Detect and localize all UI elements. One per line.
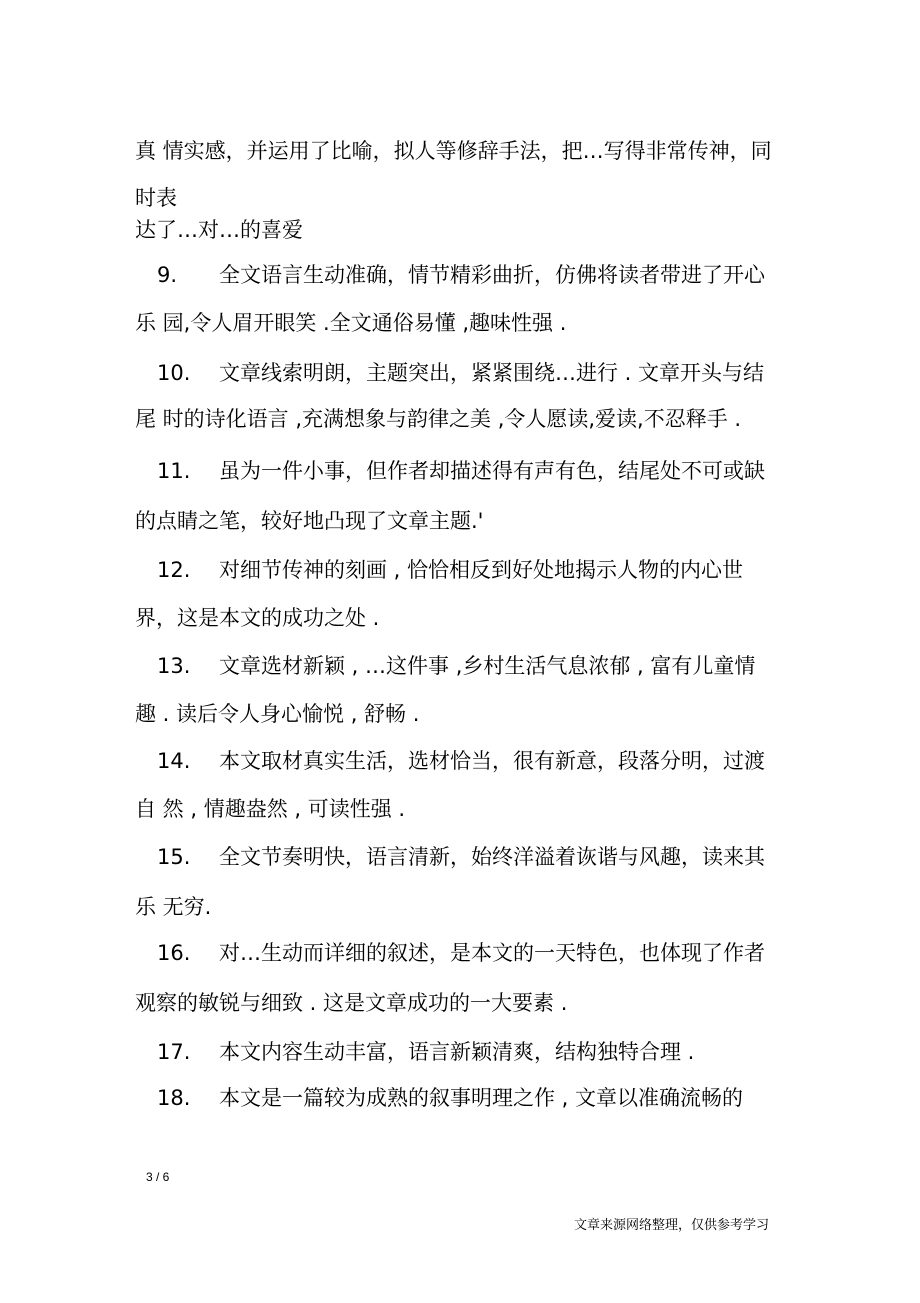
item-text: 本文内容生动丰富，语言新颖清爽，结构独特合理 .	[219, 1040, 695, 1064]
item-continuation: 自 然 , 情趣盎然 , 可读性强 .	[135, 797, 406, 821]
item-continuation: 界，这是本文的成功之处 .	[135, 606, 380, 630]
item-text: 文章选材新颖 , …这件事 ,乡村生活气息浓郁 , 富有儿童情	[219, 654, 756, 678]
list-item	[157, 940, 765, 966]
list-item	[157, 360, 764, 386]
item-number: 16.	[157, 941, 191, 965]
list-item	[157, 458, 765, 484]
list-item	[157, 557, 743, 583]
list-item	[157, 262, 765, 288]
list-item	[157, 844, 765, 870]
page-number: 3 / 6	[146, 1170, 170, 1184]
text-line: 真 情实感，并运用了比喻，拟人等修辞手法，把…写得非常传神，同	[135, 139, 772, 163]
item-number: 10.	[157, 361, 191, 385]
list-item	[157, 653, 755, 679]
item-continuation: 乐 无穷.	[135, 895, 212, 919]
item-text: 文章线索明朗，主题突出，紧紧围绕…进行 . 文章开头与结	[219, 361, 765, 385]
text-line: 达了…对…的喜爱	[135, 218, 303, 242]
item-number: 9.	[157, 263, 178, 287]
item-number: 17.	[157, 1040, 191, 1064]
footer-note: 文章来源网络整理，仅供参考学习	[574, 1218, 770, 1233]
item-text: 虽为一件小事，但作者却描述得有声有色，结尾处不可或缺	[219, 459, 765, 483]
item-continuation: 观察的敏锐与细致 . 这是文章成功的一大要素 .	[135, 991, 568, 1015]
item-text: 全文语言生动准确，情节精彩曲折，仿佛将读者带进了开心	[219, 263, 765, 287]
item-number: 15.	[157, 845, 191, 869]
item-continuation: 乐 园,令人眉开眼笑 .全文通俗易懂 ,趣味性强 .	[135, 311, 567, 335]
item-text: 对…生动而详细的叙述，是本文的一天特色，也体现了作者	[219, 941, 765, 965]
item-number: 13.	[157, 654, 191, 678]
item-number: 12.	[157, 558, 191, 582]
item-text: 全文节奏明快，语言清新，始终洋溢着诙谐与风趣，读来其	[219, 845, 765, 869]
item-continuation: 的点睛之笔，较好地凸现了文章主题.'	[135, 509, 484, 533]
item-continuation: 趣 . 读后令人身心愉悦 , 舒畅 .	[135, 702, 420, 726]
list-item	[157, 1085, 743, 1111]
item-number: 11.	[157, 459, 191, 483]
list-item	[157, 1039, 694, 1065]
list-item	[157, 748, 765, 774]
item-continuation: 尾 时的诗化语言 ,充满想象与韵律之美 ,令人愿读,爱读,不忍释手 .	[135, 407, 742, 431]
text-line: 时表	[135, 186, 177, 210]
item-number: 14.	[157, 749, 191, 773]
item-text: 本文取材真实生活，选材恰当，很有新意，段落分明，过渡	[219, 749, 765, 773]
item-number: 18.	[157, 1086, 191, 1110]
item-text: 本文是一篇较为成熟的叙事明理之作 , 文章以准确流畅的	[219, 1086, 744, 1110]
item-text: 对细节传神的刻画 , 恰恰相反到好处地揭示人物的内心世	[219, 558, 744, 582]
